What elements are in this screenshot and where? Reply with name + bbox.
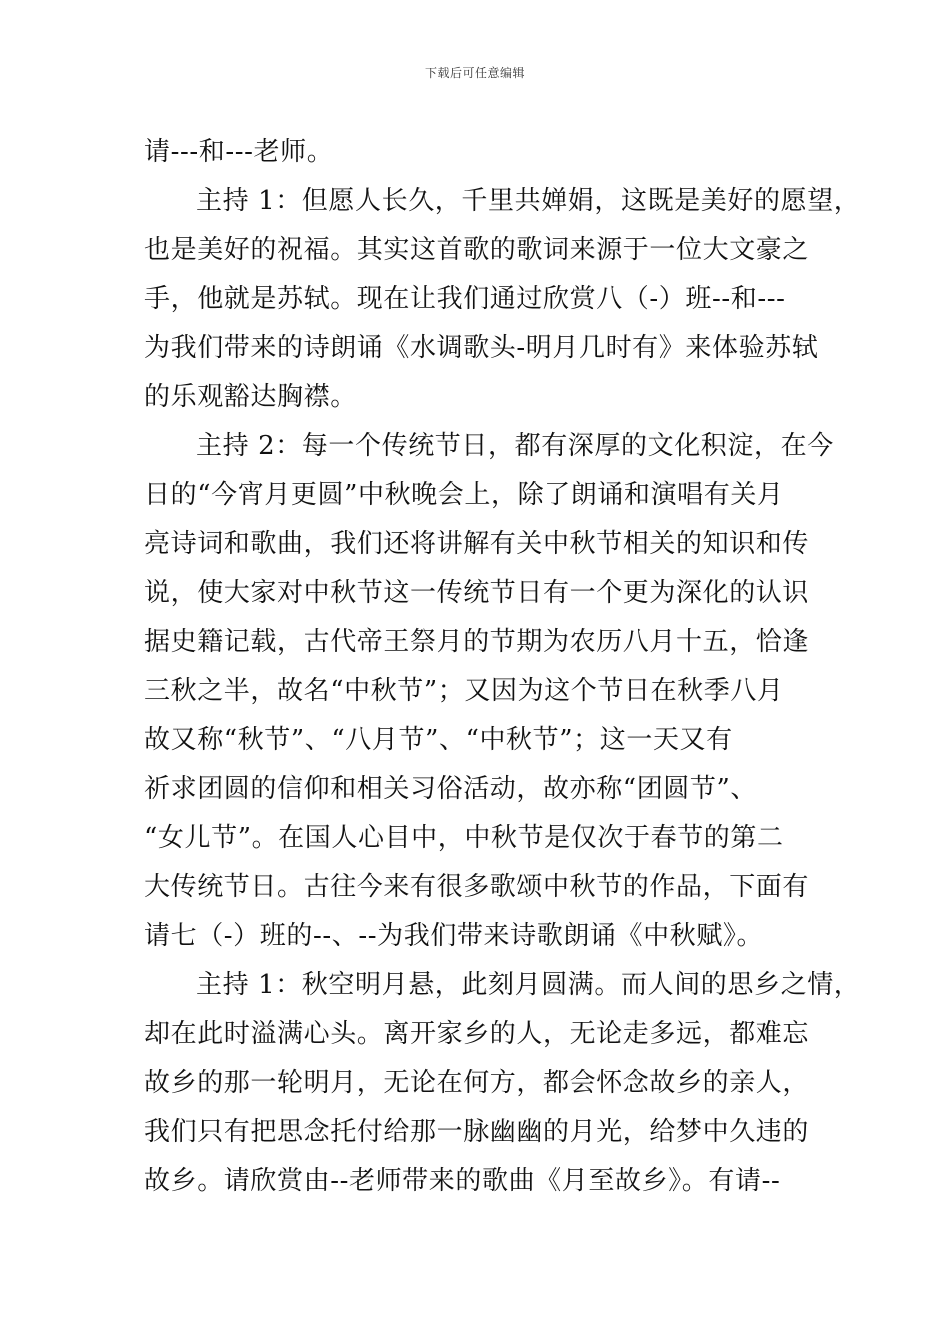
text-line: 请七（-）班的--、--为我们带来诗歌朗诵《中秋赋》。 — [144, 921, 764, 951]
page-header: 下载后可任意编辑 — [424, 66, 525, 80]
text-line: 日的“今宵月更圆”中秋晚会上，除了朗诵和演唱有关月 — [144, 480, 784, 510]
paragraph-first-line: 主持 2：每一个传统节日，都有深厚的文化积淀，在今 — [196, 431, 834, 461]
document-body — [144, 128, 861, 1206]
text-line: 请---和---老师。 — [144, 137, 334, 167]
text-line: 大传统节日。古往今来有很多歌颂中秋节的作品，下面有 — [144, 872, 810, 902]
text-line: 手，他就是苏轼。现在让我们通过欣赏八（-）班--和--- — [144, 284, 786, 314]
text-line: 故乡的那一轮明月，无论在何方，都会怀念故乡的亲人， — [144, 1068, 810, 1098]
text-line: 故又称“秋节”、“八月节”、“中秋节”；这一天又有 — [144, 725, 733, 755]
text-line: “女儿节”。在国人心目中，中秋节是仅次于春节的第二 — [144, 823, 784, 853]
text-line: 据史籍记载，古代帝王祭月的节期为农历八月十五，恰逢 — [144, 627, 810, 657]
text-line: 也是美好的祝福。其实这首歌的歌词来源于一位大文豪之 — [144, 235, 810, 265]
paragraph-first-line: 主持 1：但愿人长久，千里共婵娟，这既是美好的愿望， — [196, 186, 861, 216]
text-line: 却在此时溢满心头。离开家乡的人，无论走多远，都难忘 — [144, 1019, 810, 1049]
text-line: 亮诗词和歌曲，我们还将讲解有关中秋节相关的知识和传 — [144, 529, 810, 559]
text-line: 我们只有把思念托付给那一脉幽幽的月光，给梦中久违的 — [144, 1117, 810, 1147]
paragraph-first-line: 主持 1：秋空明月悬，此刻月圆满。而人间的思乡之情， — [196, 970, 861, 1000]
text-line: 的乐观豁达胸襟。 — [144, 382, 357, 412]
text-line: 故乡。请欣赏由--老师带来的歌曲《月至故乡》。有请-- — [144, 1166, 781, 1196]
text-line: 祈求团圆的信仰和相关习俗活动，故亦称“团圆节”、 — [144, 774, 757, 804]
text-line: 说，使大家对中秋节这一传统节日有一个更为深化的认识 — [144, 578, 810, 608]
text-line: 为我们带来的诗朗诵《水调歌头-明月几时有》来体验苏轼 — [144, 333, 819, 363]
text-line: 三秋之半，故名“中秋节”；又因为这个节日在秋季八月 — [144, 676, 784, 706]
